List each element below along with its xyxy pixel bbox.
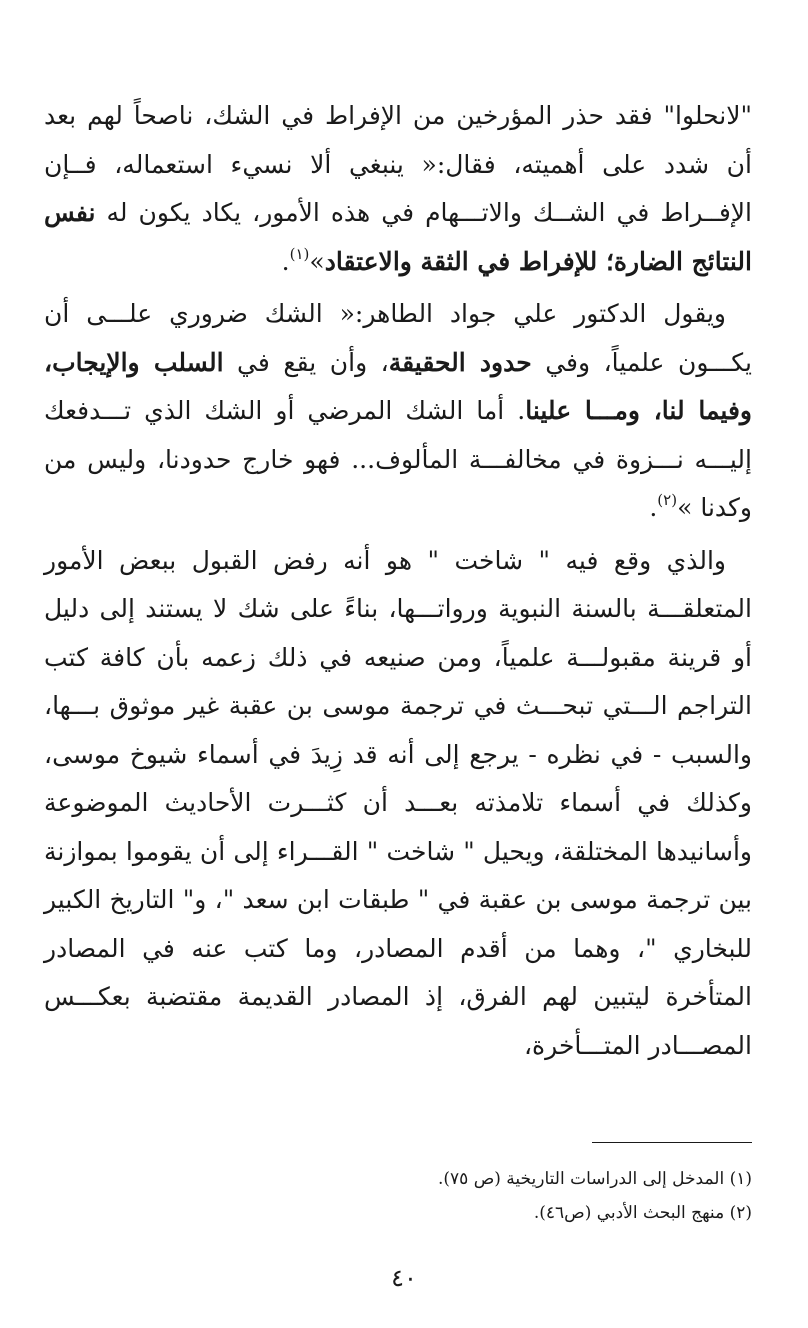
p2-text-2: ، وأن يقع في bbox=[223, 347, 389, 377]
page-number: ٤٠ bbox=[391, 1264, 417, 1292]
footnote-1: (١) المدخل إلى الدراسات التاريخية (ص ٧٥). bbox=[437, 1169, 752, 1189]
footnotes bbox=[102, 1162, 752, 1230]
paragraph-2 bbox=[44, 290, 752, 533]
p1-end: . bbox=[281, 246, 290, 276]
p2-text-3: . أما الشك المرضي أو الشك الذي تـــدفعك إليـــه نـــزوة في مخالفـــة المألوف... فهو خارج حدودنا، وليس من وكدنا » bbox=[44, 396, 752, 522]
p2-text-1: ويقول الدكتور علي جواد الطاهر:« الشك ضروري علـــى أن يكـــون علمياً، وفي bbox=[44, 299, 752, 377]
footnote-marker-1[interactable]: (١) bbox=[289, 244, 310, 263]
paragraph-3 bbox=[44, 537, 752, 1071]
page-body bbox=[44, 92, 752, 1070]
p2-end: . bbox=[649, 493, 658, 522]
footnote-marker-2[interactable]: (٢) bbox=[657, 491, 678, 509]
paragraph-1 bbox=[44, 92, 752, 286]
p1-text-2: » bbox=[309, 246, 325, 276]
p2-bold-text-2: السلب والإيجاب، وفيما لنا، ومـــا علينا bbox=[44, 347, 752, 425]
footnote-divider bbox=[592, 1142, 752, 1143]
p1-text-1: "لانحلوا" فقد حذر المؤرخين من الإفراط في الشك، ناصحاً لهم بعد أن شدد على أهميته، فقال:« ينبغي ألا نسيء استعماله، فــإن الإفــراط في الشــك والاتـــهام في هذه الأمور، يكاد يكون له bbox=[44, 101, 752, 227]
footnote-2: (٢) منهج البحث الأدبي (ص٤٦). bbox=[533, 1203, 752, 1223]
p3-text-1: والذي وقع فيه " شاخت " هو أنه رفض القبول ببعض الأمور المتعلقـــة بالسنة النبوية ورواتـــها، بناءً على شك لا يستند إلى دليل أو قرينة مقبولـــة علمياً، ومن صنيعه في ذلك زعمه بأن كافة كتب التراجم الـــتي تبحـــث في ترجمة موسى بن عقبة غير موثوق بـــها، والسبب - في نظره - يرجع إلى أنه قد زِيدَ في أسماء شيوخ موسى، وكذلك في أسماء تلامذته بعـــد أن كثـــرت الأحاديث الموضوعة وأسانيدها المختلقة، ويحيل " شاخت " القـــراء إلى أن يقوموا بموازنة بين ترجمة موسى بن عقبة في " طبقات ابن سعد "، و" التاريخ الكبير للبخاري "، وهما من أقدم المصادر، وما كتب عنه في المصادر المتأخرة ليتبين لهم الفرق، إذ المصادر القديمة مقتضبة بعكـــس المصـــادر المتـــأخرة، bbox=[44, 545, 752, 1060]
p2-bold-text-1: حدود الحقيقة bbox=[388, 347, 532, 377]
p1-bold-text-1: نفس النتائج الضارة؛ للإفراط في الثقة والاعتقاد bbox=[44, 198, 752, 276]
